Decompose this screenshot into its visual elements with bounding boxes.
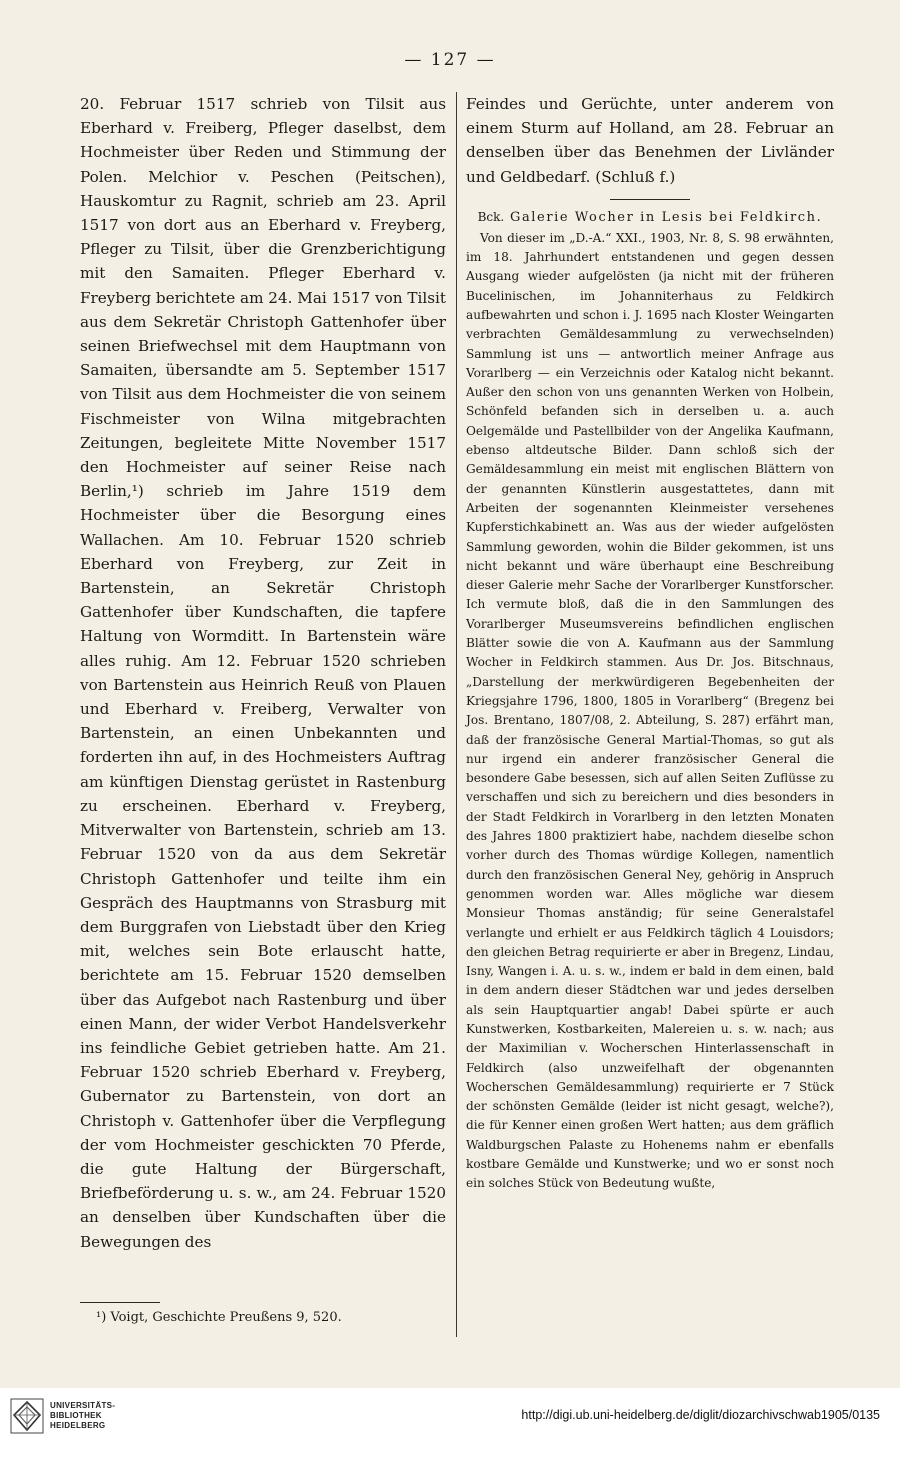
footnote-rule [80,1302,160,1303]
left-column [80,92,446,1254]
continuation-text: Feindes und Gerüchte, unter anderem von einem Sturm auf Holland, am 28. Februar an denselben über das Benehmen der Livländer und Geldbedarf. (Schluß f.) [466,95,834,186]
section-separator [610,199,690,200]
source-url-link[interactable]: http://digi.ub.uni-heidelberg.de/diglit/diozarchivschwab1905/0135 [521,1408,880,1422]
column-divider [456,92,457,1337]
footer-bar [0,1388,900,1457]
institution-name [50,1401,115,1431]
section-author-abbr: Bck. [477,209,505,224]
institution-line-3: HEIDELBERG [50,1421,106,1430]
university-library-logo-icon [10,1398,44,1434]
left-column-text: 20. Februar 1517 schrieb von Tilsit aus Eberhard v. Freiberg, Pfleger daselbst, dem Hochmeister über Reden und Stimmung der Polen. Melchior v. Peschen (Peitschen), Hauskomtur zu Ragnit, schrieb am 23. April 1517 von dort aus an Eberhard v. Freyberg, Pfleger zu Tilsit, über die Grenzberichtigung mit den Samaiten. Pfleger Eberhard v. Freyberg berichtete am 24. Mai 1517 von Tilsit aus dem Sekretär Christoph Gattenhofer über seinen Briefwechsel mit dem Hauptmann von Samaiten, übersandte am 5. September 1517 von Tilsit aus dem Hochmeister die von seinem Fischmeister von Wilna mitgebrachten Zeitungen, begleitete Mitte November 1517 den Hochmeister auf seiner Reise nach Berlin,¹) schrieb im Jahre 1519 dem Hochmeister über die Besorgung eines Wallachen. Am 10. Februar 1520 schrieb Eberhard von Freyberg, zur Zeit in Bartenstein, an Sekretär Christoph Gattenhofer über Kundschaften, die tapfere Haltung von Wormditt. In Bartenstein wäre alles ruhig. Am 12. Februar 1520 schrieben von Bartenstein aus Heinrich Reuß von Plauen und Eberhard v. Freiberg, Verwalter von Bartenstein, an einen Unbekannten und forderten ihn auf, in des Hochmeisters Auftrag am künftigen Dienstag gerüstet in Rastenburg zu erscheinen. Eberhard v. Freyberg, Mitverwalter von Bartenstein, schrieb am 13. Februar 1520 von da aus dem Sekretär Christoph Gattenhofer und teilte ihm ein Gespräch des Hauptmanns von Strasburg mit dem Burggrafen von Liebstadt über den Krieg mit, welches sein Bote erlauscht hatte, berichtete am 15. Februar 1520 demselben über das Aufgebot nach Rastenburg und über einen Mann, der wider Verbot Handelsverkehr ins feindliche Gebiet getrieben hatte. Am 21. Februar 1520 schrieb Eberhard v. Freyberg, Gubernator zu Bartenstein, von dort an Christoph v. Gattenhofer über die Verpflegung der vom Hochmeister geschickten 70 Pferde, die gute Haltung der Bürgerschaft, Briefbeförderung u. s. w., am 24. Februar 1520 an denselben über Kundschaften über die Bewegungen des [80,95,446,1251]
section-heading [466,208,834,227]
page-number: — 127 — [404,50,496,70]
right-column [466,92,834,1194]
footnote: ¹) Voigt, Geschichte Preußens 9, 520. [96,1310,342,1325]
section-title: Galerie Wocher in Lesis bei Feldkirch. [509,209,823,225]
institution-line-1: UNIVERSITÄTS- [50,1401,116,1410]
institution-line-2: BIBLIOTHEK [50,1411,102,1420]
section-body: Von dieser im „D.-A.“ XXI., 1903, Nr. 8, S. 98 erwähnten, im 18. Jahrhundert entstandenen und gegen dessen Ausgang wieder aufgelösten (ja nicht mit der früheren Bucelinischen, im Johanniterhaus zu Feldkirch aufbewahrten und schon i. J. 1695 nach Kloster Weingarten verbrachten Gemäldesammlung zu verwechselnden) Sammlung ist uns — antwortlich meiner Anfrage aus Vorarlberg — ein Verzeichnis oder Katalog nicht bekannt. Außer den schon von uns genannten Werken von Holbein, Schönfeld befanden sich in derselben u. a. auch Oelgemälde und Pastellbilder von der Angelika Kaufmann, ebenso altdeutsche Bilder. Dann schloß sich der Gemäldesammlung ein meist mit englischen Blättern von der genannten Künstlerin ausgestattetes, dann mit Arbeiten der sogenannten Kleinmeister versehenes Kupferstichkabinett an. Was aus der wieder aufgelösten Sammlung geworden, wohin die Bilder gekommen, ist uns nicht bekannt und wäre überhaupt eine Beschreibung dieser Galerie mehr Sache der Vorarlberger Kunstforscher. Ich vermute bloß, daß die in den Sammlungen des Vorarlberger Museumsvereins befindlichen englischen Blätter sowie die von A. Kaufmann aus der Sammlung Wocher in Feldkirch stammen. Aus Dr. Jos. Bitschnaus, „Darstellung der merkwürdigeren Begebenheiten der Kriegsjahre 1796, 1800, 1805 in Vorarlberg“ (Bregenz bei Jos. Brentano, 1807/08, 2. Abteilung, S. 287) erfährt man, daß der französische General Martial-Thomas, so gut als nur irgend ein anderer französischer General die besondere Gabe besessen, sich auf allen Seiten Zuflüsse zu verschaffen und sich zu bereichern und dies besonders in der Stadt Feldkirch in Vorarlberg in den letzten Monaten des Jahres 1800 praktiziert habe, nachdem dieselbe schon vorher durch des Thomas würdige Kollegen, namentlich durch den französischen General Ney, gehörig in Anspruch genommen worden war. Alles mögliche war diesem Monsieur Thomas anständig; für seine Generalstafel verlangte und erhielt er aus Feldkirch täglich 4 Louisdors; den gleichen Betrag requirierte er aber in Bregenz, Lindau, Isny, Wangen i. A. u. s. w., indem er bald in dem einen, bald in dem andern dieser Städtchen war und jedes derselben als sein Hauptquartier angab! Dabei spürte er auch Kunstwerken, Kostbarkeiten, Malereien u. s. w. nach; aus der Maximilian v. Wocherschen Hinterlassenschaft in Feldkirch (also unzweifelhaft der obgenannten Wocherschen Gemäldesammlung) requirierte er 7 Stück der schönsten Gemälde (leider ist nicht gesagt, welche?), die für Kenner einen großen Wert hatten; aus dem gräflich Waldburgschen Palaste zu Hohenems nahm er ebenfalls kostbare Gemälde und Kunstwerke; und wo er sonst noch ein solches Stück von Bedeutung wußte, [466,230,834,1191]
